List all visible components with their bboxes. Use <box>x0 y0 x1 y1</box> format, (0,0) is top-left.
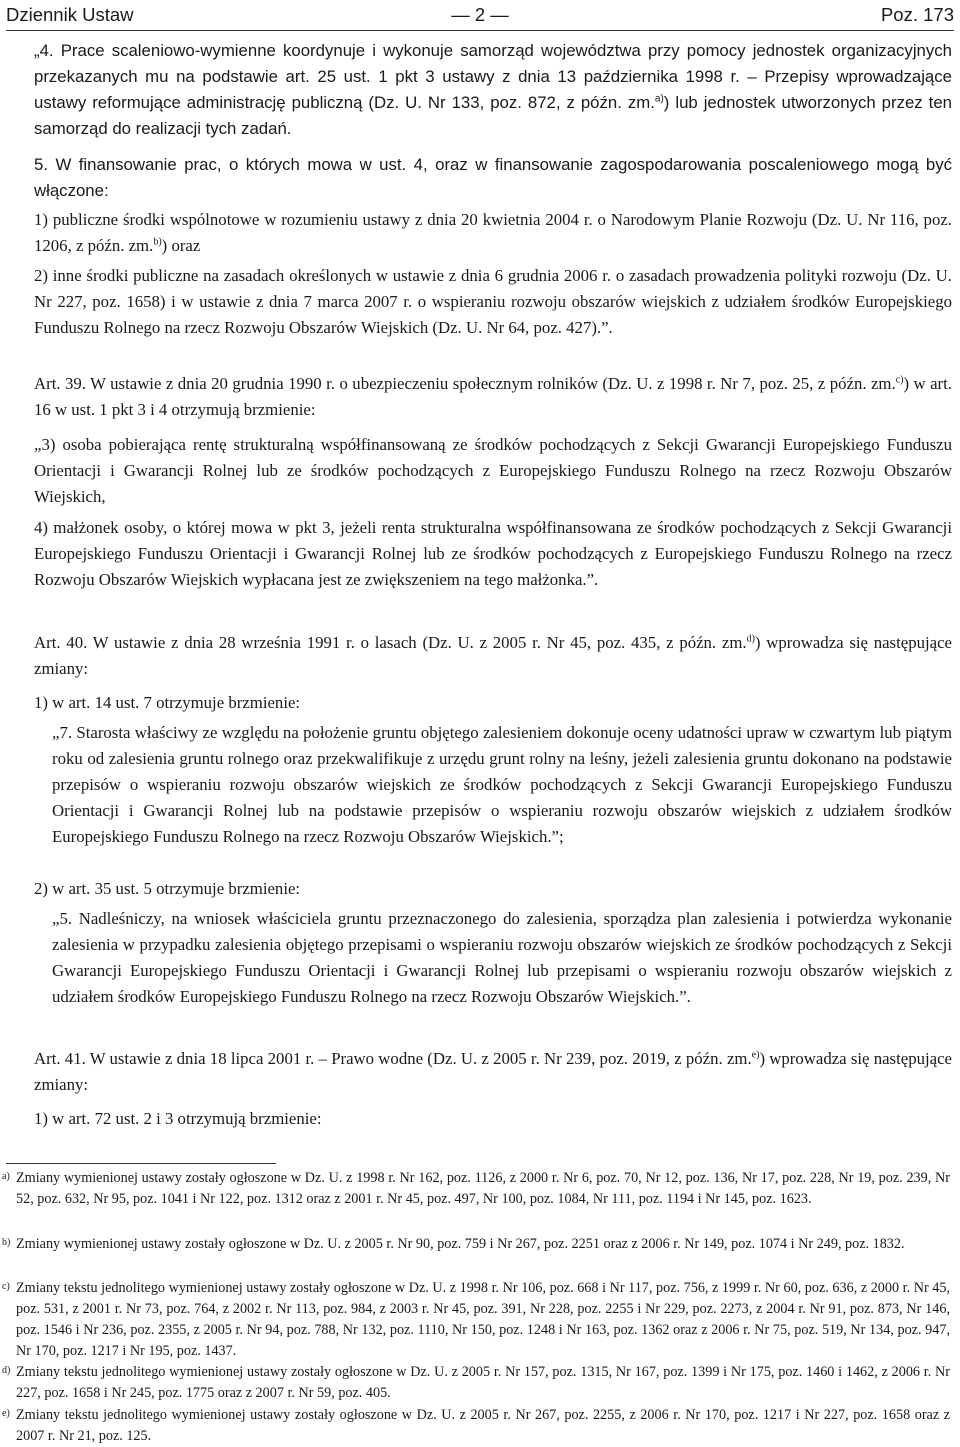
footnote-c: c) Zmiany tekstu jednolitego wymienionej ustawy zostały ogłoszone w Dz. U. z 1998 r. Nr 106, poz. 668 i Nr 117, poz. 756, z 1999 r. Nr 60, poz. 636, z 2000 r. Nr 45, poz. 531, z 2001 r. Nr 73, poz. 764, z 2002 r. Nr 113, poz. 984, z 2003 r. Nr 45, poz. 391, Nr 228, poz. 2255 i Nr 229, poz. 2273, z 2004 r. Nr 91, poz. 873, Nr 146, poz. 1546 i Nr 236, poz. 2355, z 2005 r. Nr 94, poz. 788, Nr 132, poz. 1110, Nr 150, poz. 1248 i Nr 163, poz. 1362 oraz z 2006 r. Nr 75, poz. 519, Nr 134, poz. 947, Nr 170, poz. 1217 i Nr 195, poz. 1437. <box>2 1280 950 1359</box>
article-39-text: Art. 39. W ustawie z dnia 20 grudnia 1990 r. o ubezpieczeniu społecznym rolników (Dz. U. z 1998 r. Nr 7, poz. 25, z późn. zm. <box>34 374 896 393</box>
footnote-text: Zmiany tekstu jednolitego wymienionej ustawy zostały ogłoszone w Dz. U. z 2005 r. Nr 157, poz. 1315, Nr 167, poz. 1399 i Nr 175, poz. 1460 i 1462, z 2006 r. Nr 227, poz. 1658 i Nr 245, poz. 1775 oraz z 2007 r. Nr 59, poz. 405. <box>16 1364 950 1401</box>
footnote-ref-b: b) <box>153 236 162 248</box>
change-1-text: „7. Starosta właściwy ze względu na położenie gruntu objętego zalesieniem dokonuje oceny udatności upraw w czwartym lub piątym roku od zalesienia gruntu rolnego oraz przekwalifikuje z urzędu grunt rolny na leśny, jeżeli zalesienia gruntu dokonano na podstawie przepisów o wspieraniu rozwoju obszarów wiejskich ze środków pochodzących z Sekcji Gwarancji Europejskiego Funduszu Orientacji i Gwarancji Rolnej lub na podstawie przepisów o wspieraniu rozwoju obszarów wiejskich z udziałem środków Europejskiego Funduszu Rolnego na rzecz Rozwoju Obszarów Wiejskich.”; <box>52 723 952 846</box>
article-40-change-1 <box>34 690 952 716</box>
article-39 <box>34 371 952 423</box>
article-40-tail: ) wprowadza się następujące zmiany: <box>34 633 952 678</box>
paragraph-4-tail: ) lub jednostek utworzonych przez ten samorząd do realizacji tych zadań. <box>34 93 952 138</box>
article-40-text: Art. 40. W ustawie z dnia 28 września 1991 r. o lasach (Dz. U. z 2005 r. Nr 45, poz. 435, z późn. zm. <box>34 633 747 652</box>
paragraph-4 <box>34 38 952 142</box>
footnote-ref-e: e) <box>751 1049 760 1061</box>
article-41-tail: ) wprowadza się następujące zmiany: <box>34 1049 952 1094</box>
point-4-text: 4) małżonek osoby, o której mowa w pkt 3, jeżeli renta strukturalna współfinansowana ze środków pochodzących z Sekcji Gwarancji Europejskiego Funduszu Orientacji i Gwarancji Rolnej lub ze środków pochodzących z Europejskiego Funduszu Rolnego na rzecz Rozwoju Obszarów Wiejskich wypłacana jest ze zwiększeniem na tego małżonka.”. <box>34 518 952 589</box>
footnote-text: Zmiany wymienionej ustawy zostały ogłoszone w Dz. U. z 2005 r. Nr 90, poz. 759 i Nr 267, poz. 2251 oraz z 2006 r. Nr 149, poz. 1074 i Nr 249, poz. 1832. <box>16 1236 905 1252</box>
footnote-text: Zmiany tekstu jednolitego wymienionej ustawy zostały ogłoszone w Dz. U. z 1998 r. Nr 106, poz. 668 i Nr 117, poz. 756, z 1999 r. Nr 60, poz. 636, z 2000 r. Nr 45, poz. 531, z 2001 r. Nr 73, poz. 764, z 2002 r. Nr 113, poz. 984, z 2003 r. Nr 45, poz. 391, Nr 228, poz. 2255 i Nr 229, poz. 2273, z 2004 r. Nr 91, poz. 873, Nr 146, poz. 1546 i Nr 236, poz. 2355, z 2005 r. Nr 94, poz. 788, Nr 132, poz. 1110, Nr 150, poz. 1248 i Nr 163, poz. 1362 oraz z 2006 r. Nr 75, poz. 519, Nr 134, poz. 947, Nr 170, poz. 1217 i Nr 195, poz. 1437. <box>16 1280 950 1359</box>
footnote-separator <box>6 1163 276 1164</box>
footnote-ref-d: d) <box>746 633 755 645</box>
footnote-text: Zmiany tekstu jednolitego wymienionej ustawy zostały ogłoszone w Dz. U. z 2005 r. Nr 267, poz. 2255, z 2006 r. Nr 170, poz. 1217 i Nr 227, poz. 1658 oraz z 2007 r. Nr 21, poz. 125. <box>16 1407 950 1444</box>
article-41-text: Art. 41. W ustawie z dnia 18 lipca 2001 r. – Prawo wodne (Dz. U. z 2005 r. Nr 239, poz. 2019, z późn. zm. <box>34 1049 752 1068</box>
paragraph-5-item-1 <box>34 207 952 259</box>
article-41 <box>34 1046 952 1098</box>
change-2-text: „5. Nadleśniczy, na wniosek właściciela gruntu przeznaczonego do zalesienia, sporządza plan zalesienia i potwierdza wykonanie zalesienia w przypadku zalesienia objętego przepisami o wspieraniu rozwoju obszarów wiejskich ze środków pochodzących z Sekcji Gwarancji Europejskiego Funduszu Orientacji i Gwarancji Rolnej lub przepisami o wspieraniu rozwoju obszarów wiejskich z udziałem środków Europejskiego Funduszu Rolnego na rzecz Rozwoju Obszarów Wiejskich.”. <box>52 909 952 1006</box>
item-2-text: 2) inne środki publiczne na zasadach określonych w ustawie z dnia 6 grudnia 2006 r. o zasadach prowadzenia polityki rozwoju (Dz. U. Nr 227, poz. 1658) i w ustawie z dnia 7 marca 2007 r. o wspieraniu rozwoju obszarów wiejskich z udziałem środków Europejskiego Funduszu Rolnego na rzecz Rozwoju Obszarów Wiejskich (Dz. U. Nr 64, poz. 427).”. <box>34 266 952 337</box>
footnote-ref-c: c) <box>895 374 904 386</box>
article-39-point-3 <box>34 432 952 510</box>
page-header <box>6 0 954 31</box>
change-1-label: 1) w art. 14 ust. 7 otrzymuje brzmienie: <box>34 693 301 712</box>
article-39-tail: ) w art. 16 w ust. 1 pkt 3 i 4 otrzymują brzmienie: <box>34 374 952 419</box>
paragraph-5 <box>34 152 952 204</box>
point-3-text: „3) osoba pobierająca rentę strukturalną współfinansowaną ze środków pochodzących z Sekcji Gwarancji Europejskiego Funduszu Orientacji i Gwarancji Rolnej lub ze środków pochodzących z Europejskiego Funduszu Rolnego na rzecz Rozwoju Obszarów Wiejskich, <box>34 435 952 506</box>
article-40-change-2-text <box>52 906 952 1010</box>
page-number: — 2 — <box>451 4 509 25</box>
art41-change-1-label: 1) w art. 72 ust. 2 i 3 otrzymują brzmienie: <box>34 1109 322 1128</box>
item-1-tail: ) oraz <box>161 236 201 255</box>
footnote-d: d) Zmiany tekstu jednolitego wymienionej ustawy zostały ogłoszone w Dz. U. z 2005 r. Nr 157, poz. 1315, Nr 167, poz. 1399 i Nr 175, poz. 1460 i 1462, z 2006 r. Nr 227, poz. 1658 i Nr 245, poz. 1775 oraz z 2007 r. Nr 59, poz. 405. <box>2 1364 950 1401</box>
article-40 <box>34 630 952 682</box>
paragraph-4-text: „4. Prace scaleniowo-wymienne koordynuje i wykonuje samorząd województwa przy pomocy jednostek organizacyjnych przekazanych mu na podstawie art. 25 ust. 1 pkt 3 ustawy z dnia 13 października 1998 r. – Przepisy wprowadzające ustawy reformujące administrację publiczną (Dz. U. Nr 133, poz. 872, z późn. zm. <box>34 41 952 112</box>
position-number: Poz. 173 <box>880 4 954 25</box>
paragraph-5-intro: 5. W finansowanie prac, o których mowa w ust. 4, oraz w finansowanie zagospodarowania poscaleniowego mogą być włączone: <box>34 155 952 200</box>
article-41-change-1 <box>34 1106 952 1132</box>
footnote-b: b) Zmiany wymienionej ustawy zostały ogłoszone w Dz. U. z 2005 r. Nr 90, poz. 759 i Nr 267, poz. 2251 oraz z 2006 r. Nr 149, poz. 1074 i Nr 249, poz. 1832. <box>2 1236 905 1252</box>
footnote-e: e) Zmiany tekstu jednolitego wymienionej ustawy zostały ogłoszone w Dz. U. z 2005 r. Nr 267, poz. 2255, z 2006 r. Nr 170, poz. 1217 i Nr 227, poz. 1658 oraz z 2007 r. Nr 21, poz. 125. <box>2 1407 950 1444</box>
paragraph-5-item-2 <box>34 263 952 341</box>
article-40-change-1-text <box>52 720 952 850</box>
journal-title: Dziennik Ustaw <box>6 4 134 25</box>
article-40-change-2 <box>34 876 952 902</box>
article-39-point-4 <box>34 515 952 593</box>
footnote-text: Zmiany wymienionej ustawy zostały ogłoszone w Dz. U. z 1998 r. Nr 162, poz. 1126, z 2000 r. Nr 6, poz. 70, Nr 12, poz. 136, Nr 17, poz. 228, Nr 19, poz. 239, Nr 52, poz. 632, Nr 95, poz. 1041 i Nr 122, poz. 1312 oraz z 2001 r. Nr 45, poz. 497, Nr 100, poz. 1084, Nr 111, poz. 1194 i Nr 145, poz. 1623. <box>16 1170 950 1207</box>
footnote-a: a) Zmiany wymienionej ustawy zostały ogłoszone w Dz. U. z 1998 r. Nr 162, poz. 1126, z 2000 r. Nr 6, poz. 70, Nr 12, poz. 136, Nr 17, poz. 228, Nr 19, poz. 239, Nr 52, poz. 632, Nr 95, poz. 1041 i Nr 122, poz. 1312 oraz z 2001 r. Nr 45, poz. 497, Nr 100, poz. 1084, Nr 111, poz. 1194 i Nr 145, poz. 1623. <box>2 1170 950 1207</box>
change-2-label: 2) w art. 35 ust. 5 otrzymuje brzmienie: <box>34 879 301 898</box>
item-1-text: 1) publiczne środki wspólnotowe w rozumieniu ustawy z dnia 20 kwietnia 2004 r. o Narodowym Planie Rozwoju (Dz. U. Nr 116, poz. 1206, z późn. zm. <box>34 210 952 255</box>
footnote-ref-a: a) <box>654 93 664 105</box>
